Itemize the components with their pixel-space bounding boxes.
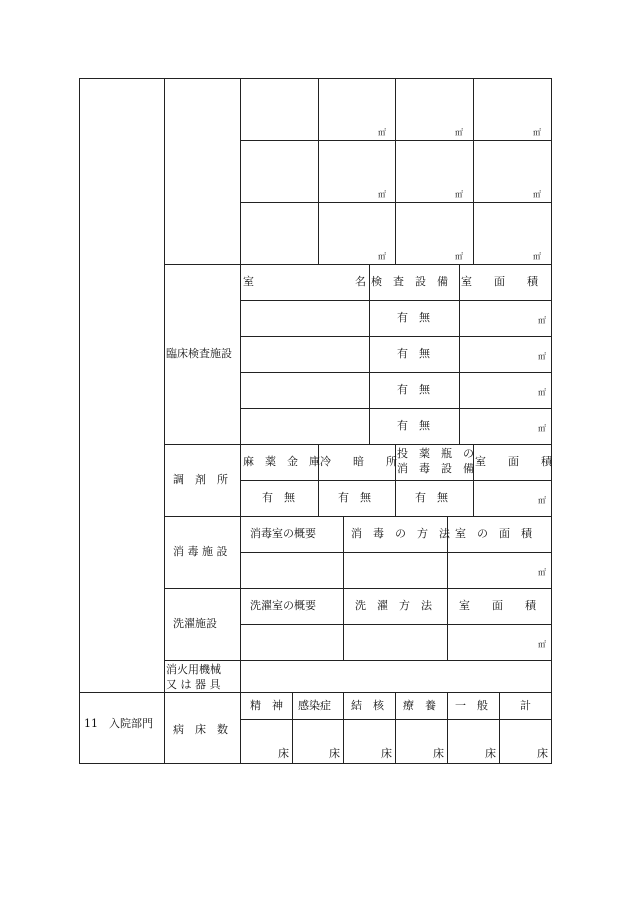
bed-unit: 床	[329, 747, 340, 760]
disinfection-header-area: 室 の 面 積	[455, 527, 532, 540]
bed-unit: 床	[278, 747, 289, 760]
laundry-header-overview: 洗濯室の概要	[250, 599, 316, 612]
fire-equipment-title-2: 又 は 器 具	[166, 678, 221, 691]
lab-header-name: 名	[355, 275, 366, 288]
bed-header-psychiatric: 精 神	[250, 699, 283, 712]
disinfection-header-overview: 消毒室の概要	[250, 527, 316, 540]
area-unit: ㎡	[538, 316, 546, 325]
bed-header-infectious: 感染症	[298, 699, 331, 712]
bed-header-general: 一 般	[455, 699, 488, 712]
dispensary-header-bottle-1: 投 薬 瓶 の	[397, 447, 474, 460]
laundry-header-area: 室 面 積	[459, 599, 536, 612]
area-unit: ㎡	[538, 496, 546, 505]
fire-equipment-title-1: 消火用機械	[166, 663, 221, 676]
area-unit: ㎡	[455, 252, 463, 261]
disinfection-section-title: 消 毒 施 設	[173, 545, 228, 558]
bed-unit: 床	[381, 747, 392, 760]
bed-header-tuberculosis: 結 核	[351, 699, 384, 712]
area-unit: ㎡	[538, 640, 546, 649]
dispensary-header-safe: 麻 薬 金 庫	[243, 455, 320, 468]
lab-header-room: 室	[243, 275, 254, 288]
area-unit: ㎡	[538, 568, 546, 577]
inpatient-section-title: 11 入院部門	[84, 717, 153, 730]
lab-section-title: 臨床検査施設	[166, 347, 232, 360]
equipment-yes-no: 有 無	[397, 347, 430, 360]
area-unit: ㎡	[538, 424, 546, 433]
dispensary-section-title: 調 剤 所	[173, 473, 228, 486]
area-unit: ㎡	[538, 352, 546, 361]
area-unit: ㎡	[533, 252, 541, 261]
area-unit: ㎡	[533, 190, 541, 199]
bottle-yes-no: 有 無	[415, 491, 448, 504]
area-unit: ㎡	[538, 388, 546, 397]
dispensary-header-cold: 冷 暗 所	[320, 455, 397, 468]
bed-count-title: 病 床 数	[173, 723, 228, 736]
safe-yes-no: 有 無	[262, 491, 295, 504]
area-unit: ㎡	[378, 128, 386, 137]
area-unit: ㎡	[455, 128, 463, 137]
bed-unit: 床	[485, 747, 496, 760]
area-unit: ㎡	[455, 190, 463, 199]
lab-header-equipment: 検 査 設 備	[371, 275, 448, 288]
laundry-section-title: 洗濯施設	[173, 617, 217, 630]
area-unit: ㎡	[533, 128, 541, 137]
area-unit: ㎡	[378, 190, 386, 199]
dispensary-header-area: 室 面 積	[475, 455, 552, 468]
lab-header-area: 室 面 積	[461, 275, 538, 288]
bed-header-long-term: 療 養	[403, 699, 436, 712]
cold-yes-no: 有 無	[338, 491, 371, 504]
bed-unit: 床	[433, 747, 444, 760]
equipment-yes-no: 有 無	[397, 311, 430, 324]
equipment-yes-no: 有 無	[397, 383, 430, 396]
bed-header-total: 計	[520, 699, 531, 712]
disinfection-header-method: 消 毒 の 方 法	[351, 527, 450, 540]
laundry-header-method: 洗 濯 方 法	[355, 599, 432, 612]
area-unit: ㎡	[378, 252, 386, 261]
bed-unit: 床	[537, 747, 548, 760]
dispensary-header-bottle-2: 消 毒 設 備	[397, 462, 474, 475]
equipment-yes-no: 有 無	[397, 419, 430, 432]
